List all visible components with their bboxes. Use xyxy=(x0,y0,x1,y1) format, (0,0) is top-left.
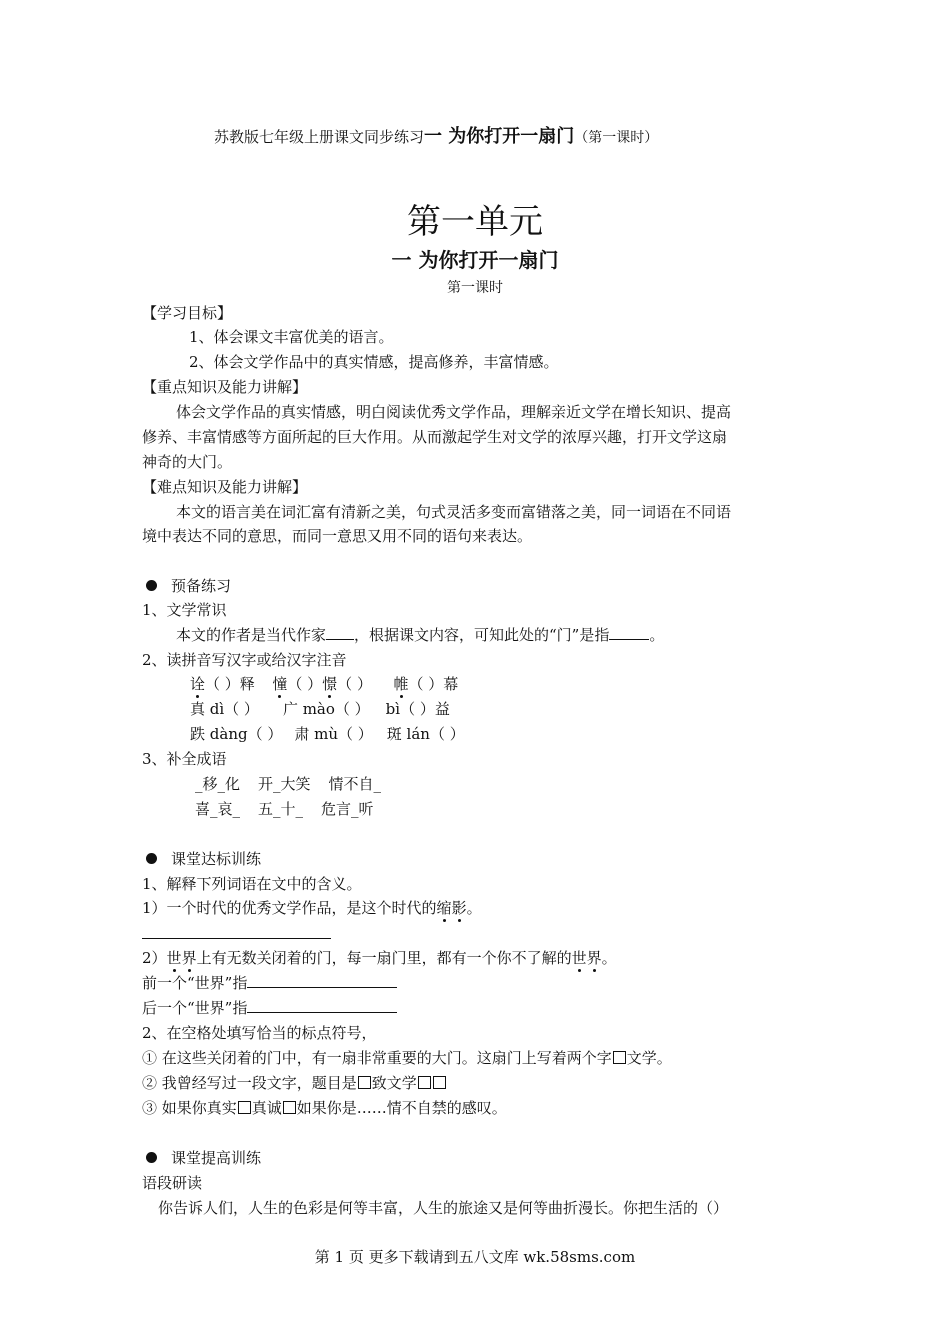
pinyin-row-3 xyxy=(190,725,465,743)
q1-text-c: 。 xyxy=(649,626,665,644)
punctuation-box[interactable] xyxy=(358,1076,371,1089)
punct-3-text-c: 如果你是……情不自禁的感叹。 xyxy=(296,1099,507,1117)
door-meaning-blank[interactable] xyxy=(609,627,649,640)
pinyin-item[interactable]: 斑 lán（ ） xyxy=(386,725,465,743)
q1-text-a: 本文的作者是当代作家 xyxy=(176,626,327,644)
pinyin-row-2 xyxy=(190,700,450,718)
back-world-line xyxy=(142,999,397,1017)
ct-q1-1 xyxy=(142,899,482,917)
prep-q1-title: 1、文学常识 xyxy=(142,601,227,619)
pinyin-blank[interactable]: （ ）释 xyxy=(205,675,255,693)
punct-item-3 xyxy=(142,1099,507,1117)
punct-1-text-a: ① 在这些关闭着的门中，有一扇非常重要的大门。这扇门上写着两个字 xyxy=(142,1049,612,1067)
punctuation-box[interactable] xyxy=(613,1051,626,1064)
front-world-blank[interactable] xyxy=(247,975,397,988)
punct-item-2 xyxy=(142,1074,447,1092)
back-world-blank[interactable] xyxy=(247,1000,397,1013)
improve-heading xyxy=(146,1149,261,1167)
prep-q3-title: 3、补全成语 xyxy=(142,750,227,768)
bullet-icon xyxy=(146,580,157,591)
front-world-label: 前一个“世界”指 xyxy=(142,974,248,992)
ct-q1-2-pre: 2） xyxy=(142,949,167,967)
key-points-heading: 【重点知识及能力讲解】 xyxy=(142,378,308,396)
dotted-char: 世 xyxy=(571,949,587,967)
bullet-icon xyxy=(146,853,157,864)
back-world-label: 后一个“世界”指 xyxy=(142,999,248,1017)
lesson-title: 一 为你打开一扇门 xyxy=(391,248,559,272)
dotted-char: 影 xyxy=(451,899,467,917)
difficult-points-line: 境中表达不同的意思，而同一意思又用不同的语句来表达。 xyxy=(142,527,533,545)
punctuation-box[interactable] xyxy=(433,1076,446,1089)
dotted-char: 憧 xyxy=(272,675,288,693)
dotted-char: 诠 xyxy=(190,675,206,693)
idiom-item[interactable]: _移_化 xyxy=(195,775,241,793)
bullet-icon xyxy=(146,1152,157,1163)
difficult-points-line: 本文的语言美在词汇富有清新之美，句式灵活多变而富错落之美，同一词语在不同语 xyxy=(176,503,732,521)
pinyin-blank[interactable]: （ ） xyxy=(337,675,372,693)
prep-heading-text: 预备练习 xyxy=(171,577,232,595)
idiom-row-1 xyxy=(195,775,381,793)
ct-q1-2 xyxy=(142,949,617,967)
improve-heading-text: 课堂提高训练 xyxy=(171,1149,262,1167)
idiom-item[interactable]: 开_大笑 xyxy=(258,775,311,793)
goal-item: 1、体会课文丰富优美的语言。 xyxy=(189,328,394,346)
prep-heading xyxy=(146,577,231,595)
goal-item: 2、体会文学作品中的真实情感，提高修养，丰富情感。 xyxy=(189,353,559,371)
ct-q1-2-mid: 上有无数关闭着的门，每一扇门里，都有一个你不了解的 xyxy=(196,949,572,967)
idiom-item[interactable]: 喜_哀_ xyxy=(195,800,241,818)
front-world-line xyxy=(142,974,397,992)
idiom-row-2 xyxy=(195,800,374,818)
pinyin-item[interactable]: 肃 mù（ ） xyxy=(294,725,373,743)
pinyin-blank[interactable]: （ ）幕 xyxy=(408,675,459,693)
q1-text-b: ，根据课文内容，可知此处的“门”是指 xyxy=(354,626,610,644)
ct-q1-2-dotted-word xyxy=(167,949,197,967)
dotted-char: 帷 xyxy=(393,675,409,693)
ct-q1-1-pre: 1）一个时代的优秀文学作品，是这个时代的 xyxy=(142,899,437,917)
header-prefix: 苏教版七年级上册课文同步练习 xyxy=(214,128,425,146)
dotted-char: 界 xyxy=(586,949,602,967)
prep-q1-line xyxy=(176,626,664,644)
ct-q1-2-post: 。 xyxy=(601,949,617,967)
key-points-line: 神奇的大门。 xyxy=(142,453,233,471)
punctuation-box[interactable] xyxy=(418,1076,431,1089)
prep-q2-title: 2、读拼音写汉字或给汉字注音 xyxy=(142,651,347,669)
idiom-item[interactable]: 危言_听 xyxy=(321,800,374,818)
page-footer: 第 1 页 更多下载请到五八文库 wk.58sms.com xyxy=(314,1248,636,1266)
header-title: 一 为你打开一扇门 xyxy=(424,126,575,147)
punct-2-text-b: 致文学 xyxy=(371,1074,417,1092)
ct-q1-1-dotted-word xyxy=(437,899,467,917)
dotted-char: 界 xyxy=(181,949,197,967)
ct-q1-title: 1、解释下列词语在文中的含义。 xyxy=(142,875,362,893)
idiom-item[interactable]: 五_十_ xyxy=(258,800,304,818)
pinyin-item[interactable]: 广 mào（ ） xyxy=(282,700,370,718)
punctuation-box[interactable] xyxy=(283,1101,296,1114)
pinyin-item[interactable]: bì（ ）益 xyxy=(385,700,450,718)
improve-sub: 语段研读 xyxy=(142,1174,203,1192)
pinyin-item[interactable]: 真 dì（ ） xyxy=(190,700,259,718)
ct-q1-1-post: 。 xyxy=(466,899,482,917)
page-header xyxy=(214,128,658,147)
pinyin-row-1 xyxy=(190,675,458,693)
author-blank[interactable] xyxy=(326,627,354,640)
punct-item-1 xyxy=(142,1049,672,1067)
key-points-line: 修养、丰富情感等方面所起的巨大作用。从而激起学生对文学的浓厚兴趣，打开文学这扇 xyxy=(142,428,728,446)
ct-q2-title: 2、在空格处填写恰当的标点符号， xyxy=(142,1024,377,1042)
period-label: 第一课时 xyxy=(447,280,503,296)
improve-line: 你告诉人们，人生的色彩是何等丰富，人生的旅途又是何等曲折漫长。你把生活的（） xyxy=(158,1199,729,1217)
key-points-line: 体会文学作品的真实情感，明白阅读优秀文学作品，理解亲近文学在增长知识、提高 xyxy=(176,403,732,421)
dotted-char: 缩 xyxy=(436,899,452,917)
dotted-char: 憬 xyxy=(322,675,338,693)
unit-title: 第一单元 xyxy=(407,202,543,242)
pinyin-item[interactable]: 跌 dàng（ ） xyxy=(190,725,283,743)
punct-1-text-b: 文学。 xyxy=(626,1049,672,1067)
pinyin-blank[interactable]: （ ） xyxy=(287,675,323,693)
punctuation-box[interactable] xyxy=(238,1101,251,1114)
answer-line[interactable] xyxy=(142,938,331,939)
punct-2-text-a: ② 我曾经写过一段文字，题目是 xyxy=(142,1074,357,1092)
punct-3-text-b: 真诚 xyxy=(251,1099,282,1117)
goals-heading: 【学习目标】 xyxy=(142,304,233,322)
difficult-points-heading: 【难点知识及能力讲解】 xyxy=(142,478,308,496)
class-training-heading xyxy=(146,850,261,868)
ct-q1-2-dotted-word xyxy=(572,949,602,967)
idiom-item[interactable]: 情不自_ xyxy=(328,775,382,793)
dotted-char: 世 xyxy=(166,949,182,967)
header-suffix: （第一课时） xyxy=(574,130,659,146)
class-training-heading-text: 课堂达标训练 xyxy=(171,850,262,868)
punct-3-text-a: ③ 如果你真实 xyxy=(142,1099,237,1117)
